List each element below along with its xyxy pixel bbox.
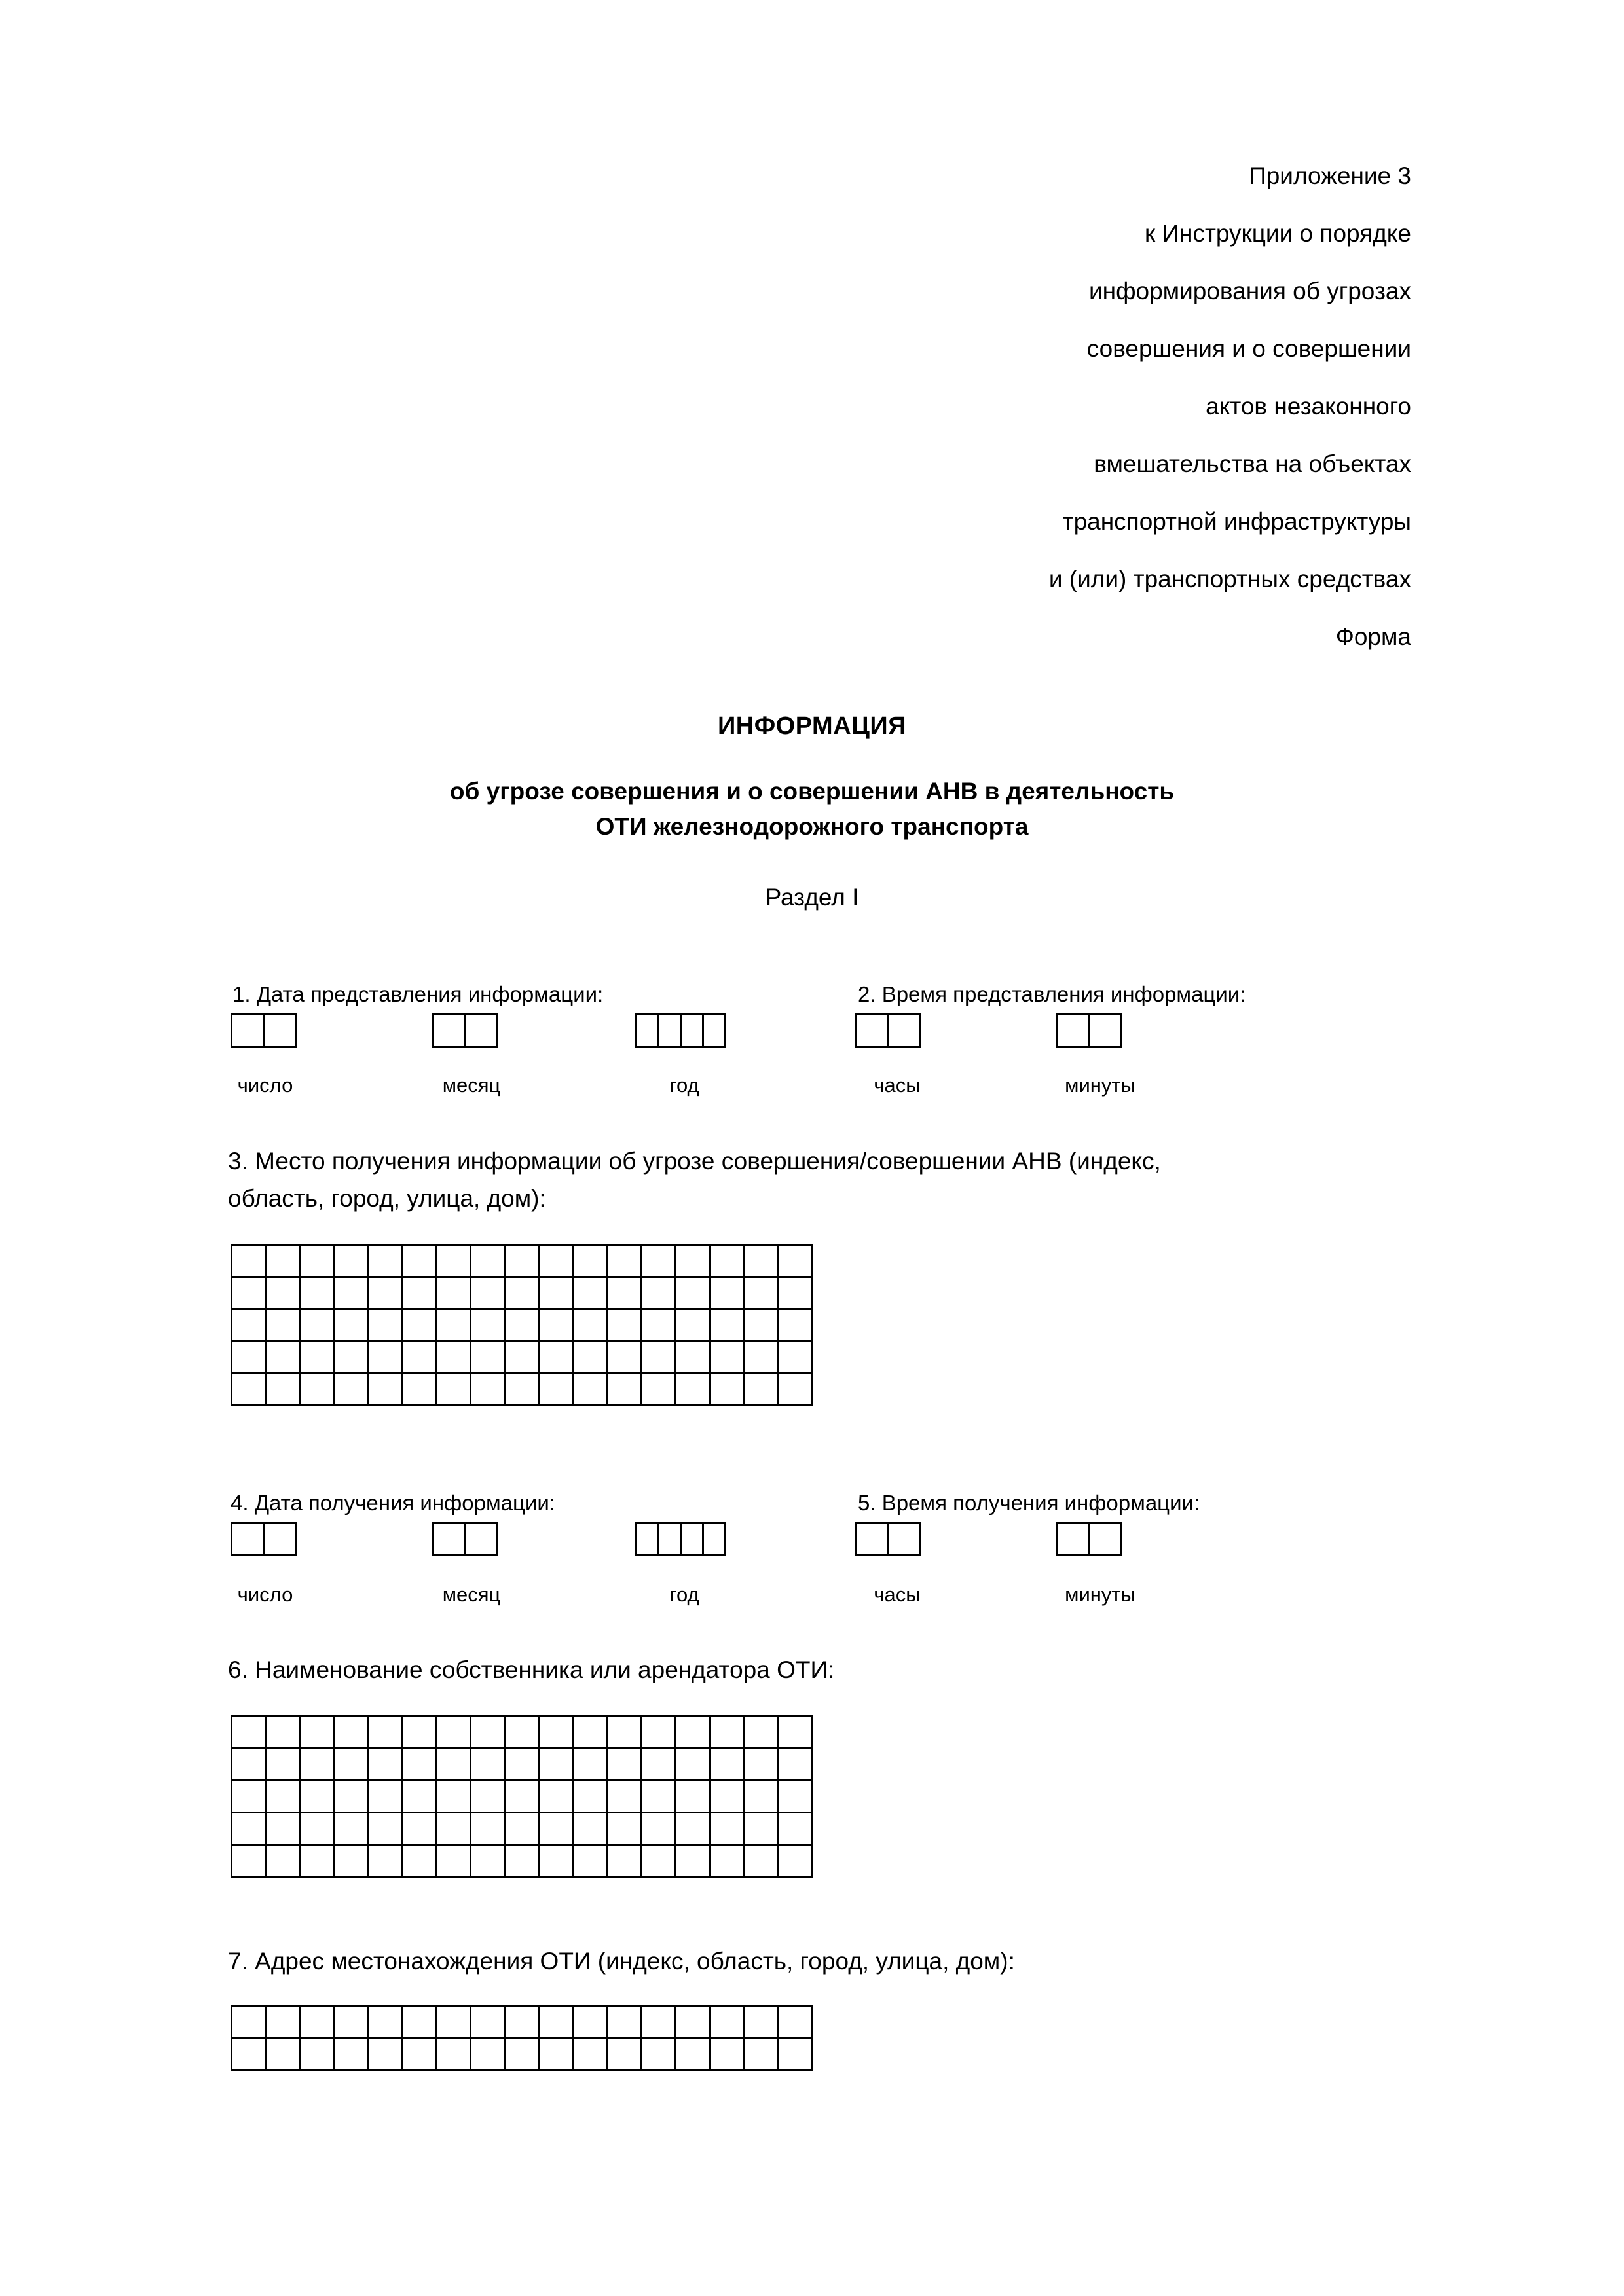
- caption-month: месяц: [442, 1074, 501, 1097]
- grid-row: [232, 1341, 813, 1374]
- input-cell[interactable]: [334, 2038, 368, 2070]
- input-cell[interactable]: [642, 2006, 676, 2038]
- field-3-grid[interactable]: [231, 1244, 813, 1406]
- field-4-year-boxes[interactable]: [635, 1522, 726, 1556]
- input-cell[interactable]: [437, 1309, 471, 1341]
- field-4-label: 4. Дата получения информации:: [231, 1491, 555, 1515]
- input-cell[interactable]: [779, 1781, 813, 1813]
- input-cell[interactable]: [300, 1781, 334, 1813]
- input-cell[interactable]: [657, 1522, 682, 1556]
- input-cell[interactable]: [642, 1374, 676, 1406]
- input-cell[interactable]: [539, 1781, 573, 1813]
- input-cell[interactable]: [334, 1717, 368, 1749]
- input-cell[interactable]: [676, 1245, 710, 1277]
- input-cell[interactable]: [437, 1341, 471, 1374]
- input-cell[interactable]: [676, 2006, 710, 2038]
- input-cell[interactable]: [437, 2006, 471, 2038]
- input-cell[interactable]: [300, 1245, 334, 1277]
- input-cell[interactable]: [710, 1277, 744, 1309]
- input-cell[interactable]: [608, 1845, 642, 1877]
- input-cell[interactable]: [300, 2006, 334, 2038]
- input-cell[interactable]: [608, 1245, 642, 1277]
- input-cell[interactable]: [437, 1749, 471, 1781]
- header-line-9: Форма: [1335, 623, 1411, 650]
- input-cell[interactable]: [266, 1845, 300, 1877]
- input-cell[interactable]: [657, 1013, 682, 1048]
- input-cell[interactable]: [573, 1813, 607, 1845]
- input-cell[interactable]: [334, 1309, 368, 1341]
- caption-hours: часы: [874, 1583, 921, 1606]
- input-cell[interactable]: [505, 1309, 539, 1341]
- input-cell[interactable]: [334, 1341, 368, 1374]
- input-cell[interactable]: [744, 1813, 778, 1845]
- input-cell[interactable]: [573, 1374, 607, 1406]
- input-cell[interactable]: [471, 1245, 505, 1277]
- grid-row: [232, 1781, 813, 1813]
- input-cell[interactable]: [402, 1813, 436, 1845]
- field-5-label: 5. Время получения информации:: [858, 1491, 1200, 1515]
- input-cell[interactable]: [642, 1781, 676, 1813]
- input-cell[interactable]: [744, 1341, 778, 1374]
- input-cell[interactable]: [710, 1374, 744, 1406]
- input-cell[interactable]: [300, 1374, 334, 1406]
- input-cell[interactable]: [368, 1749, 402, 1781]
- input-cell[interactable]: [368, 1781, 402, 1813]
- input-cell[interactable]: [232, 1749, 266, 1781]
- input-cell[interactable]: [573, 1717, 607, 1749]
- input-cell[interactable]: [232, 1813, 266, 1845]
- input-cell[interactable]: [334, 1277, 368, 1309]
- grid-row: [232, 1277, 813, 1309]
- input-cell[interactable]: [266, 2006, 300, 2038]
- input-cell[interactable]: [573, 1781, 607, 1813]
- input-cell[interactable]: [710, 1341, 744, 1374]
- input-cell[interactable]: [710, 1845, 744, 1877]
- input-cell[interactable]: [232, 2038, 266, 2070]
- input-cell[interactable]: [266, 1717, 300, 1749]
- input-cell[interactable]: [779, 1277, 813, 1309]
- field-4-day-boxes[interactable]: [231, 1522, 297, 1556]
- caption-day: число: [237, 1583, 293, 1606]
- input-cell[interactable]: [539, 1749, 573, 1781]
- input-cell[interactable]: [642, 1309, 676, 1341]
- input-cell[interactable]: [573, 1749, 607, 1781]
- input-cell[interactable]: [608, 1341, 642, 1374]
- input-cell[interactable]: [642, 1341, 676, 1374]
- input-cell[interactable]: [300, 1845, 334, 1877]
- input-cell[interactable]: [471, 1277, 505, 1309]
- input-cell[interactable]: [539, 1277, 573, 1309]
- input-cell[interactable]: [710, 2006, 744, 2038]
- field-1-day-boxes[interactable]: [231, 1013, 297, 1048]
- input-cell[interactable]: [642, 1749, 676, 1781]
- input-cell[interactable]: [232, 1245, 266, 1277]
- input-cell[interactable]: [744, 1309, 778, 1341]
- input-cell[interactable]: [266, 1813, 300, 1845]
- appendix-header: [691, 147, 1411, 666]
- input-cell[interactable]: [710, 1749, 744, 1781]
- input-cell[interactable]: [539, 2006, 573, 2038]
- input-cell[interactable]: [464, 1522, 498, 1556]
- field-1-year-boxes[interactable]: [635, 1013, 726, 1048]
- input-cell[interactable]: [573, 1245, 607, 1277]
- input-cell[interactable]: [779, 1749, 813, 1781]
- input-cell[interactable]: [402, 2038, 436, 2070]
- input-cell[interactable]: [368, 1845, 402, 1877]
- input-cell[interactable]: [573, 1309, 607, 1341]
- input-cell[interactable]: [744, 2038, 778, 2070]
- input-cell[interactable]: [402, 1374, 436, 1406]
- input-cell[interactable]: [505, 2006, 539, 2038]
- input-cell[interactable]: [266, 1781, 300, 1813]
- field-6-grid[interactable]: [231, 1715, 813, 1878]
- input-cell[interactable]: [642, 1277, 676, 1309]
- input-cell[interactable]: [539, 1845, 573, 1877]
- input-cell[interactable]: [573, 2006, 607, 2038]
- input-cell[interactable]: [779, 1813, 813, 1845]
- field-4-month-boxes[interactable]: [432, 1522, 498, 1556]
- input-cell[interactable]: [539, 1374, 573, 1406]
- input-cell[interactable]: [471, 1749, 505, 1781]
- input-cell[interactable]: [702, 1013, 726, 1048]
- field-1-label: 1. Дата представления информации:: [232, 982, 604, 1006]
- input-cell[interactable]: [710, 1717, 744, 1749]
- input-cell[interactable]: [334, 1245, 368, 1277]
- input-cell[interactable]: [608, 2038, 642, 2070]
- input-cell[interactable]: [539, 1813, 573, 1845]
- input-cell[interactable]: [744, 1845, 778, 1877]
- input-cell[interactable]: [402, 1749, 436, 1781]
- input-cell[interactable]: [232, 1781, 266, 1813]
- input-cell[interactable]: [676, 1374, 710, 1406]
- input-cell[interactable]: [471, 1717, 505, 1749]
- input-cell[interactable]: [1088, 1013, 1122, 1048]
- input-cell[interactable]: [505, 1749, 539, 1781]
- caption-month: месяц: [442, 1583, 501, 1606]
- input-cell[interactable]: [642, 1845, 676, 1877]
- input-cell[interactable]: [710, 1781, 744, 1813]
- input-cell[interactable]: [779, 1717, 813, 1749]
- grid-row: [232, 1245, 813, 1277]
- input-cell[interactable]: [779, 2038, 813, 2070]
- input-cell[interactable]: [231, 1013, 265, 1048]
- input-cell[interactable]: [855, 1013, 889, 1048]
- input-cell[interactable]: [710, 1245, 744, 1277]
- header-line-5: актов незаконного: [1206, 393, 1411, 420]
- input-cell[interactable]: [334, 1781, 368, 1813]
- input-cell[interactable]: [887, 1013, 921, 1048]
- input-cell[interactable]: [710, 2038, 744, 2070]
- input-cell[interactable]: [334, 2006, 368, 2038]
- input-cell[interactable]: [266, 1309, 300, 1341]
- input-cell[interactable]: [334, 1845, 368, 1877]
- input-cell[interactable]: [573, 1341, 607, 1374]
- input-cell[interactable]: [855, 1522, 889, 1556]
- input-cell[interactable]: [437, 2038, 471, 2070]
- input-cell[interactable]: [300, 1717, 334, 1749]
- input-cell[interactable]: [266, 1749, 300, 1781]
- field-2-hours-boxes[interactable]: [855, 1013, 921, 1048]
- input-cell[interactable]: [471, 1309, 505, 1341]
- input-cell[interactable]: [505, 1845, 539, 1877]
- input-cell[interactable]: [266, 1277, 300, 1309]
- input-cell[interactable]: [1056, 1522, 1090, 1556]
- input-cell[interactable]: [300, 2038, 334, 2070]
- input-cell[interactable]: [573, 1277, 607, 1309]
- input-cell[interactable]: [676, 1341, 710, 1374]
- input-cell[interactable]: [437, 1781, 471, 1813]
- caption-year: год: [669, 1074, 699, 1097]
- input-cell[interactable]: [676, 2038, 710, 2070]
- input-cell[interactable]: [266, 2038, 300, 2070]
- input-cell[interactable]: [539, 1717, 573, 1749]
- input-cell[interactable]: [402, 1845, 436, 1877]
- input-cell[interactable]: [334, 1813, 368, 1845]
- input-cell[interactable]: [505, 1277, 539, 1309]
- field-5-minutes-boxes[interactable]: [1056, 1522, 1122, 1556]
- input-cell[interactable]: [232, 1717, 266, 1749]
- input-cell[interactable]: [471, 1341, 505, 1374]
- input-cell[interactable]: [437, 1374, 471, 1406]
- input-cell[interactable]: [608, 1309, 642, 1341]
- input-cell[interactable]: [744, 1749, 778, 1781]
- header-line-8: и (или) транспортных средствах: [1048, 566, 1411, 592]
- input-cell[interactable]: [779, 2006, 813, 2038]
- input-cell[interactable]: [680, 1013, 704, 1048]
- document-title: ИНФОРМАЦИЯ: [717, 712, 907, 740]
- input-cell[interactable]: [471, 1374, 505, 1406]
- input-cell[interactable]: [779, 1245, 813, 1277]
- input-cell[interactable]: [505, 1813, 539, 1845]
- input-cell[interactable]: [432, 1522, 466, 1556]
- caption-minutes: минуты: [1065, 1074, 1135, 1097]
- input-cell[interactable]: [702, 1522, 726, 1556]
- header-line-4: совершения и о совершении: [1086, 335, 1411, 362]
- input-cell[interactable]: [300, 1341, 334, 1374]
- grid-row: [232, 1813, 813, 1845]
- input-cell[interactable]: [266, 1374, 300, 1406]
- document-subtitle: [0, 774, 1624, 845]
- input-cell[interactable]: [573, 2038, 607, 2070]
- header-line-1: Приложение 3: [1249, 162, 1411, 189]
- input-cell[interactable]: [437, 1813, 471, 1845]
- header-line-6: вмешательства на объектах: [1094, 450, 1411, 477]
- input-cell[interactable]: [676, 1749, 710, 1781]
- input-cell[interactable]: [505, 1781, 539, 1813]
- input-cell[interactable]: [505, 1717, 539, 1749]
- input-cell[interactable]: [471, 1845, 505, 1877]
- input-cell[interactable]: [334, 1374, 368, 1406]
- input-cell[interactable]: [368, 1813, 402, 1845]
- field-6-label: 6. Наименование собственника или арендатора ОТИ:: [228, 1656, 835, 1683]
- input-cell[interactable]: [368, 1245, 402, 1277]
- document-subtitle-line-2: ОТИ железнодорожного транспорта: [595, 813, 1029, 840]
- input-cell[interactable]: [744, 2006, 778, 2038]
- input-cell[interactable]: [402, 1277, 436, 1309]
- input-cell[interactable]: [505, 1341, 539, 1374]
- input-cell[interactable]: [402, 1309, 436, 1341]
- input-cell[interactable]: [744, 1717, 778, 1749]
- grid-row: [232, 1374, 813, 1406]
- input-cell[interactable]: [608, 2006, 642, 2038]
- input-cell[interactable]: [437, 1845, 471, 1877]
- input-cell[interactable]: [232, 1309, 266, 1341]
- input-cell[interactable]: [608, 1813, 642, 1845]
- input-cell[interactable]: [505, 2038, 539, 2070]
- input-cell[interactable]: [402, 1717, 436, 1749]
- input-cell[interactable]: [437, 1245, 471, 1277]
- input-cell[interactable]: [402, 1245, 436, 1277]
- field-1-month-boxes[interactable]: [432, 1013, 498, 1048]
- input-cell[interactable]: [680, 1522, 704, 1556]
- caption-hours: часы: [874, 1074, 921, 1097]
- input-cell[interactable]: [437, 1277, 471, 1309]
- caption-day: число: [237, 1074, 293, 1097]
- input-cell[interactable]: [368, 1374, 402, 1406]
- input-cell[interactable]: [471, 2006, 505, 2038]
- input-cell[interactable]: [539, 2038, 573, 2070]
- input-cell[interactable]: [573, 1845, 607, 1877]
- input-cell[interactable]: [744, 1781, 778, 1813]
- input-cell[interactable]: [334, 1749, 368, 1781]
- input-cell[interactable]: [471, 2038, 505, 2070]
- input-cell[interactable]: [471, 1813, 505, 1845]
- grid-row: [232, 1749, 813, 1781]
- input-cell[interactable]: [300, 1309, 334, 1341]
- input-cell[interactable]: [608, 1277, 642, 1309]
- input-cell[interactable]: [263, 1522, 297, 1556]
- input-cell[interactable]: [300, 1749, 334, 1781]
- input-cell[interactable]: [676, 1277, 710, 1309]
- input-cell[interactable]: [232, 1845, 266, 1877]
- input-cell[interactable]: [232, 1374, 266, 1406]
- grid-row: [232, 1309, 813, 1341]
- input-cell[interactable]: [231, 1522, 265, 1556]
- input-cell[interactable]: [368, 1717, 402, 1749]
- input-cell[interactable]: [676, 1717, 710, 1749]
- field-5-hours-boxes[interactable]: [855, 1522, 921, 1556]
- caption-minutes: минуты: [1065, 1583, 1135, 1606]
- input-cell[interactable]: [266, 1341, 300, 1374]
- input-cell[interactable]: [232, 2006, 266, 2038]
- input-cell[interactable]: [642, 1245, 676, 1277]
- header-line-2: к Инструкции о порядке: [1144, 220, 1411, 247]
- input-cell[interactable]: [539, 1309, 573, 1341]
- input-cell[interactable]: [710, 1813, 744, 1845]
- section-heading: Раздел I: [765, 884, 859, 911]
- input-cell[interactable]: [779, 1309, 813, 1341]
- input-cell[interactable]: [744, 1245, 778, 1277]
- input-cell[interactable]: [887, 1522, 921, 1556]
- input-cell[interactable]: [464, 1013, 498, 1048]
- caption-year: год: [669, 1583, 699, 1606]
- document-subtitle-line-1: об угрозе совершения и о совершении АНВ в деятельность: [449, 778, 1175, 805]
- input-cell[interactable]: [642, 1717, 676, 1749]
- input-cell[interactable]: [608, 1749, 642, 1781]
- field-7-label: 7. Адрес местонахождения ОТИ (индекс, область, город, улица, дом):: [228, 1948, 1015, 1975]
- input-cell[interactable]: [232, 1277, 266, 1309]
- input-cell[interactable]: [676, 1309, 710, 1341]
- input-cell[interactable]: [368, 2006, 402, 2038]
- field-2-label: 2. Время представления информации:: [858, 982, 1246, 1006]
- grid-row: [232, 1845, 813, 1877]
- input-cell[interactable]: [402, 1781, 436, 1813]
- input-cell[interactable]: [779, 1374, 813, 1406]
- input-cell[interactable]: [710, 1309, 744, 1341]
- field-2-minutes-boxes[interactable]: [1056, 1013, 1122, 1048]
- input-cell[interactable]: [744, 1374, 778, 1406]
- field-3-label-line-2: область, город, улица, дом):: [228, 1185, 546, 1212]
- input-cell[interactable]: [263, 1013, 297, 1048]
- input-cell[interactable]: [368, 1341, 402, 1374]
- field-3-label-line-1: 3. Место получения информации об угрозе совершения/совершении АНВ (индекс,: [228, 1148, 1161, 1175]
- input-cell[interactable]: [232, 1341, 266, 1374]
- field-7-grid[interactable]: [231, 2005, 813, 2071]
- input-cell[interactable]: [539, 1245, 573, 1277]
- input-cell[interactable]: [432, 1013, 466, 1048]
- input-cell[interactable]: [402, 2006, 436, 2038]
- input-cell[interactable]: [505, 1245, 539, 1277]
- input-cell[interactable]: [635, 1522, 659, 1556]
- input-cell[interactable]: [539, 1341, 573, 1374]
- input-cell[interactable]: [505, 1374, 539, 1406]
- header-line-3: информирования об угрозах: [1088, 278, 1411, 304]
- input-cell[interactable]: [437, 1717, 471, 1749]
- input-cell[interactable]: [608, 1717, 642, 1749]
- input-cell[interactable]: [642, 1813, 676, 1845]
- input-cell[interactable]: [300, 1277, 334, 1309]
- grid-row: [232, 2006, 813, 2038]
- input-cell[interactable]: [779, 1341, 813, 1374]
- header-line-7: транспортной инфраструктуры: [1062, 508, 1411, 535]
- input-cell[interactable]: [779, 1845, 813, 1877]
- input-cell[interactable]: [300, 1813, 334, 1845]
- input-cell[interactable]: [676, 1845, 710, 1877]
- input-cell[interactable]: [471, 1781, 505, 1813]
- input-cell[interactable]: [368, 1309, 402, 1341]
- input-cell[interactable]: [642, 2038, 676, 2070]
- input-cell[interactable]: [368, 2038, 402, 2070]
- input-cell[interactable]: [368, 1277, 402, 1309]
- input-cell[interactable]: [1088, 1522, 1122, 1556]
- input-cell[interactable]: [608, 1781, 642, 1813]
- input-cell[interactable]: [608, 1374, 642, 1406]
- input-cell[interactable]: [744, 1277, 778, 1309]
- input-cell[interactable]: [266, 1245, 300, 1277]
- grid-row: [232, 2038, 813, 2070]
- input-cell[interactable]: [402, 1341, 436, 1374]
- grid-row: [232, 1717, 813, 1749]
- input-cell[interactable]: [1056, 1013, 1090, 1048]
- input-cell[interactable]: [676, 1813, 710, 1845]
- input-cell[interactable]: [635, 1013, 659, 1048]
- input-cell[interactable]: [676, 1781, 710, 1813]
